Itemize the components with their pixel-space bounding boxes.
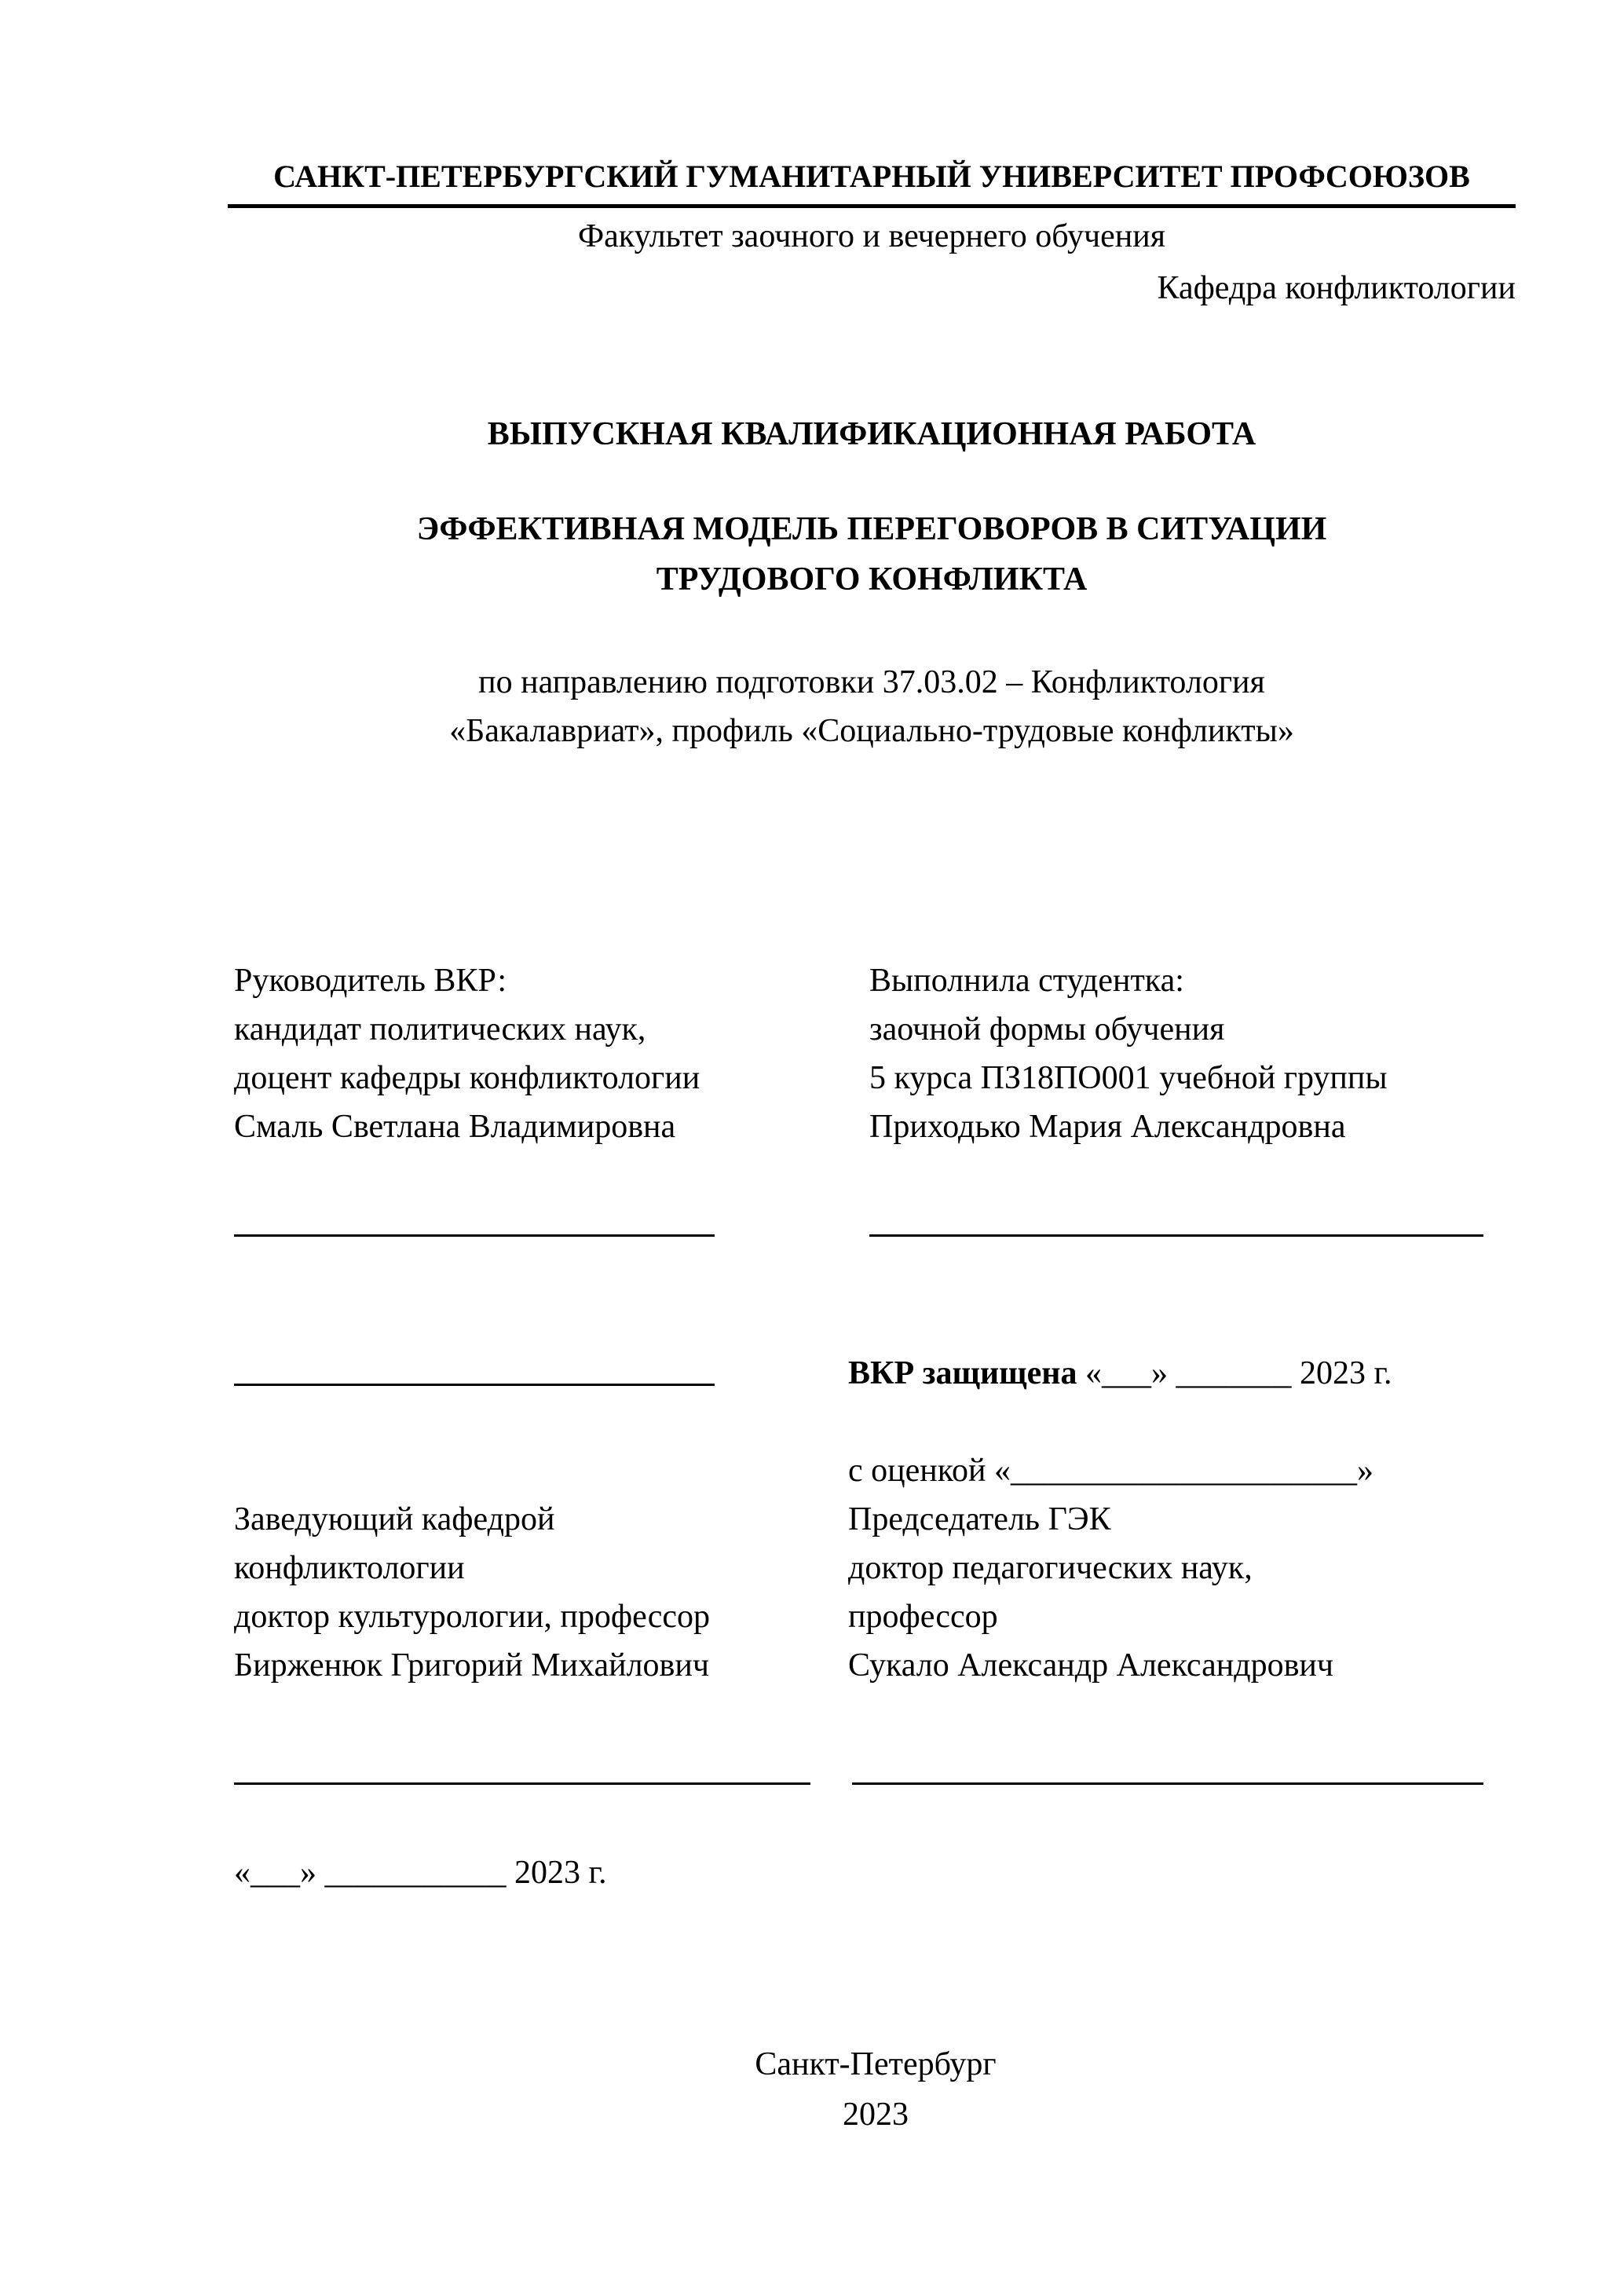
defense-date — [848, 1349, 1392, 1398]
supervisor-degree: кандидат политических наук, — [234, 1011, 646, 1047]
supervisor-signature-line — [234, 1234, 715, 1237]
student-block — [869, 956, 1388, 1151]
student-study-form: заочной формы обучения — [869, 1011, 1225, 1047]
department-name: Кафедра конфликтологии — [1157, 270, 1516, 306]
supervisor-block — [234, 956, 700, 1151]
approval-date: «___» ___________ 2023 г. — [234, 1855, 607, 1891]
gek-chair-block — [848, 1495, 1333, 1690]
student-signature-line — [869, 1234, 1483, 1237]
faculty-name: Факультет заочного и вечернего обучения — [577, 218, 1166, 254]
student-name: Приходько Мария Александровна — [869, 1109, 1346, 1145]
defense-label: ВКР защищена — [848, 1355, 1077, 1391]
thesis-title-line-2: ТРУДОВОГО КОНФЛИКТА — [656, 561, 1088, 598]
thesis-title-line-1: ЭФФЕКТИВНАЯ МОДЕЛЬ ПЕРЕГОВОРОВ В СИТУАЦИИ — [416, 511, 1327, 547]
supervisor-position: доцент кафедры конфликтологии — [234, 1060, 700, 1096]
head-degree: доктор культурологии, профессор — [234, 1599, 711, 1635]
defense-date-text: «___» _______ 2023 г. — [1084, 1355, 1392, 1391]
head-name: Бирженюк Григорий Михайлович — [234, 1647, 709, 1684]
direction-line-1: по направлению подготовки 37.03.02 – Конфликтология — [478, 664, 1265, 700]
gek-name: Сукало Александр Александрович — [848, 1647, 1334, 1684]
direction-line-2: «Бакалавриат», профиль «Социально-трудовые конфликты» — [449, 713, 1294, 749]
university-name: САНКТ-ПЕТЕРБУРГСКИЙ ГУМАНИТАРНЫЙ УНИВЕРСИТЕТ ПРОФСОЮЗОВ — [273, 159, 1470, 194]
thesis-title — [228, 504, 1516, 605]
work-type-heading: ВЫПУСКНАЯ КВАЛИФИКАЦИОННАЯ РАБОТА — [487, 416, 1256, 452]
study-direction — [228, 658, 1516, 755]
head-of-department-block — [234, 1495, 710, 1690]
head-signature-line — [234, 1782, 810, 1785]
blank-signature-line — [234, 1384, 715, 1386]
head-label: Заведующий кафедрой — [234, 1501, 555, 1537]
gek-title: профессор — [848, 1599, 998, 1635]
student-label: Выполнила студентка: — [869, 963, 1184, 999]
footer-city: Санкт-Петербург — [755, 2046, 997, 2082]
head-label-2: конфликтологии — [234, 1550, 465, 1586]
gek-signature-line — [852, 1782, 1483, 1785]
supervisor-name: Смаль Светлана Владимировна — [234, 1109, 676, 1145]
footer-year: 2023 — [843, 2097, 909, 2133]
gek-label: Председатель ГЭК — [848, 1501, 1111, 1537]
defense-grade: с оценкой «_____________________» — [848, 1453, 1373, 1489]
student-group: 5 курса ПЗ18ПО001 учебной группы — [869, 1060, 1388, 1096]
gek-degree: доктор педагогических наук, — [848, 1550, 1253, 1586]
header-rule — [228, 204, 1516, 208]
supervisor-label: Руководитель ВКР: — [234, 963, 507, 999]
